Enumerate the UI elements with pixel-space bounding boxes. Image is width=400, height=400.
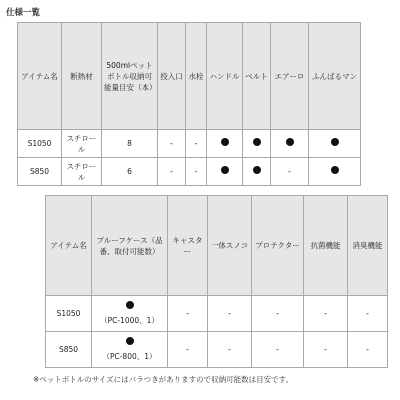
- cell-mark: [168, 332, 208, 368]
- dash-mark: -: [324, 309, 327, 318]
- filled-circle-icon: [221, 138, 229, 146]
- row-bottles: 6: [102, 158, 158, 186]
- cell-mark: [186, 158, 207, 186]
- cell-mark: [186, 130, 207, 158]
- table1-header-belt: ベルト: [243, 23, 271, 130]
- cell-mark: [158, 158, 186, 186]
- cell-mark: [243, 130, 271, 158]
- table-row: [18, 130, 361, 158]
- table-row: [46, 332, 388, 368]
- cell-mark: [208, 296, 252, 332]
- dash-mark: -: [276, 345, 279, 354]
- table1-header-bottles: 500mlペットボトル収納可能量目安（本）: [102, 23, 158, 130]
- dash-mark: -: [324, 345, 327, 354]
- table1-header-faucet: 水栓: [186, 23, 207, 130]
- table2-header-proof-case: プルーフケース（品番、取付可能数）: [92, 196, 168, 296]
- cell-mark: [207, 130, 243, 158]
- dash-mark: -: [288, 167, 291, 176]
- cell-mark: [252, 332, 304, 368]
- filled-circle-icon: [221, 166, 229, 174]
- table2-header-antibacterial: 抗菌機能: [304, 196, 348, 296]
- filled-circle-icon: [331, 138, 339, 146]
- table2-header-sunoko: 一体スノコ: [208, 196, 252, 296]
- spec-table-2: [45, 195, 388, 368]
- filled-circle-icon: [253, 138, 261, 146]
- cell-mark: [304, 296, 348, 332]
- cell-mark: [208, 332, 252, 368]
- cell-mark: [207, 158, 243, 186]
- row-proof-case: [92, 296, 168, 332]
- row-item: S850: [18, 158, 62, 186]
- cell-mark: [158, 130, 186, 158]
- table1-header-insulation: 断熱材: [62, 23, 102, 130]
- table2-header-protector: プロテクター: [252, 196, 304, 296]
- table1-header-handle: ハンドル: [207, 23, 243, 130]
- dash-mark: -: [170, 167, 173, 176]
- cell-mark: [243, 158, 271, 186]
- table-row: [18, 158, 361, 186]
- table2-header-deodorant: 消臭機能: [348, 196, 388, 296]
- case-detail: （PC-800、1）: [102, 352, 157, 361]
- row-insulation: スチロール: [62, 130, 102, 158]
- row-proof-case: [92, 332, 168, 368]
- dash-mark: -: [366, 345, 369, 354]
- row-bottles: 8: [102, 130, 158, 158]
- cell-mark: [271, 158, 309, 186]
- table1-header-funbaruman: ふんばるマン: [309, 23, 361, 130]
- cell-mark: [304, 332, 348, 368]
- table2-header-item: アイテム名: [46, 196, 92, 296]
- table1-header-air: エアーロ: [271, 23, 309, 130]
- cell-mark: [252, 296, 304, 332]
- table1-header-item: アイテム名: [18, 23, 62, 130]
- table-row: [46, 296, 388, 332]
- table2-header-caster: キャスター: [168, 196, 208, 296]
- filled-circle-icon: [331, 166, 339, 174]
- cell-mark: [348, 332, 388, 368]
- table2-header-row: [46, 196, 388, 296]
- filled-circle-icon: [126, 301, 134, 309]
- row-item: S850: [46, 332, 92, 368]
- dash-mark: -: [228, 345, 231, 354]
- page-title: 仕様一覧: [6, 8, 41, 18]
- row-item: S1050: [18, 130, 62, 158]
- cell-mark: [271, 130, 309, 158]
- cell-mark: [309, 130, 361, 158]
- dash-mark: -: [276, 309, 279, 318]
- table1-header-row: [18, 23, 361, 130]
- dash-mark: -: [366, 309, 369, 318]
- cell-mark: [309, 158, 361, 186]
- cell-mark: [348, 296, 388, 332]
- dash-mark: -: [186, 345, 189, 354]
- dash-mark: -: [186, 309, 189, 318]
- row-item: S1050: [46, 296, 92, 332]
- spec-table-1: [17, 22, 361, 186]
- dash-mark: -: [194, 167, 198, 176]
- footnote: ※ペットボトルのサイズにはバラつきがありますので収納可能数は目安です。: [33, 375, 294, 384]
- case-detail: （PC-1000、1）: [100, 316, 159, 325]
- filled-circle-icon: [126, 337, 134, 345]
- dash-mark: -: [194, 139, 198, 148]
- row-insulation: スチロール: [62, 158, 102, 186]
- cell-mark: [168, 296, 208, 332]
- dash-mark: -: [228, 309, 231, 318]
- dash-mark: -: [170, 139, 173, 148]
- table1-header-inlet: 投入口: [158, 23, 186, 130]
- filled-circle-icon: [253, 166, 261, 174]
- filled-circle-icon: [286, 138, 294, 146]
